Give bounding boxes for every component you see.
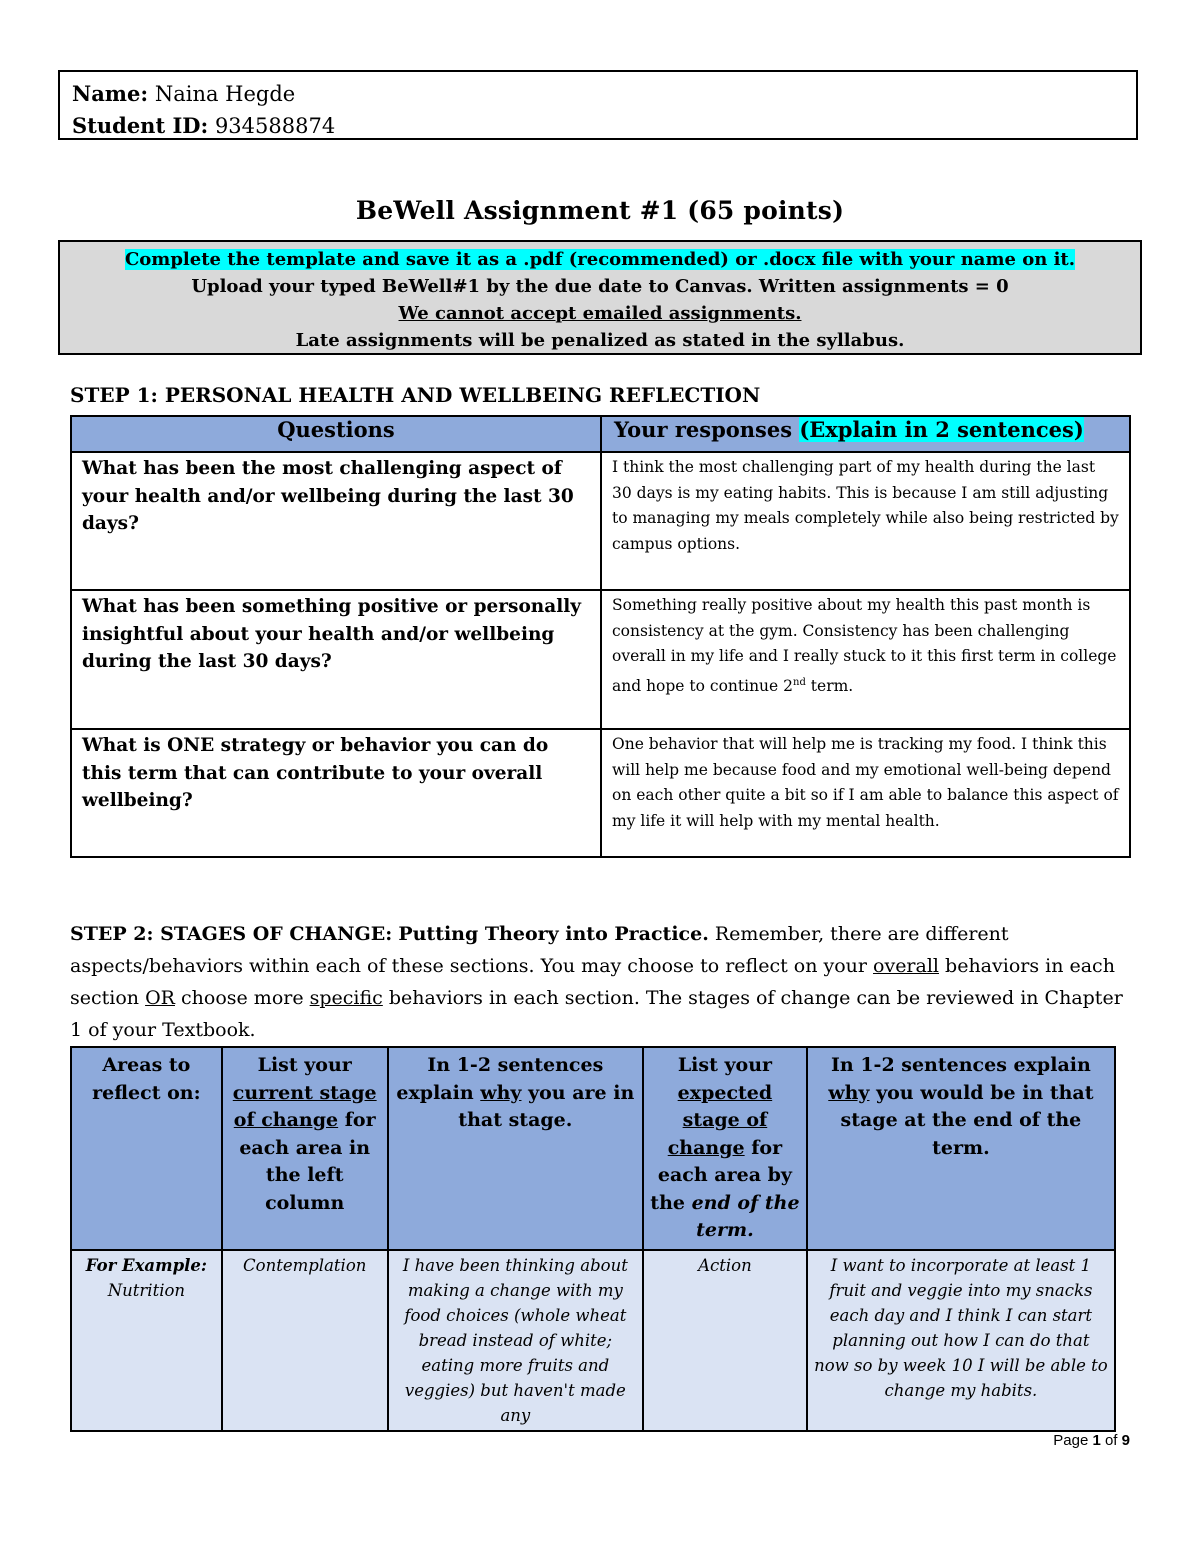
stages-of-change-table (70, 1046, 1116, 1432)
question-cell: What is ONE strategy or behavior you can do this term that can contribute to your overall wellbeing? (71, 729, 601, 857)
table-row (71, 729, 1130, 857)
instruction-line-3: We cannot accept emailed assignments. (398, 303, 802, 324)
example-why-expected: I want to incorporate at least 1 fruit and veggie into my snacks each day and I think I can start planning out how I can do that now so by week 10 I will be able to change my habits. (807, 1250, 1115, 1431)
table-row (71, 1250, 1115, 1431)
page-number: Page 1 of 9 (1053, 1432, 1130, 1449)
reflection-table (70, 415, 1131, 858)
example-expected-stage: Action (643, 1250, 807, 1431)
question-cell: What has been the most challenging aspect of your health and/or wellbeing during the last 30 days? (71, 452, 601, 590)
name-line (72, 78, 1124, 110)
student-id-line (72, 110, 1124, 142)
step2-intro: STEP 2: STAGES OF CHANGE: Putting Theory into Practice. Remember, there are different aspects/behaviors within each of these sections. You may choose to reflect on your overall behaviors in each section OR choose more specific behaviors in each section. The stages of change can be reviewed in Chapter 1 of your Textbook. (70, 923, 1123, 1041)
student-info-box (58, 70, 1138, 140)
instruction-line-4: Late assignments will be penalized as stated in the syllabus. (295, 330, 905, 351)
name-value: Naina Hegde (154, 82, 296, 106)
step2-heading: STEP 2: STAGES OF CHANGE: (70, 923, 393, 945)
step1-heading: STEP 1: PERSONAL HEALTH AND WELLBEING REFLECTION (70, 383, 761, 407)
table-row (71, 590, 1130, 729)
instructions-box (58, 240, 1142, 355)
example-area-cell: For Example: Nutrition (71, 1250, 222, 1431)
example-why-current: I have been thinking about making a change with my food choices (whole wheat bread instead of white; eating more fruits and veggies) but haven't made any (388, 1250, 643, 1431)
questions-header: Questions (71, 416, 601, 452)
instruction-line-2: Upload your typed BeWell#1 by the due date to Canvas. Written assignments = 0 (191, 276, 1009, 297)
areas-header: Areas to reflect on: (71, 1047, 222, 1250)
responses-header: Your responses (Explain in 2 sentences) (601, 416, 1130, 452)
student-id-label: Student ID: (72, 113, 209, 138)
example-current-stage: Contemplation (222, 1250, 388, 1431)
response-cell: One behavior that will help me is tracking my food. I think this will help me because food and my emotional well-being depend on each other quite a bit so if I am able to balance this aspect of my life it will help with my mental health. (601, 729, 1130, 857)
response-cell: I think the most challenging part of my health during the last 30 days is my eating habits. This is because I am still adjusting to managing my meals completely while also being restricted by campus options. (601, 452, 1130, 590)
reflection-table-header (71, 416, 1130, 452)
why-expected-header: In 1-2 sentences explain why you would be in that stage at the end of the term. (807, 1047, 1115, 1250)
expected-stage-header: List your expected stage of change for each area by the end of the term. (643, 1047, 807, 1250)
why-current-header: In 1-2 sentences explain why you are in that stage. (388, 1047, 643, 1250)
responses-hint: (Explain in 2 sentences) (799, 417, 1084, 442)
stages-table-header (71, 1047, 1115, 1250)
name-label: Name: (72, 81, 149, 106)
instruction-line-1: Complete the template and save it as a .pdf (recommended) or .docx file with your name on it. (124, 249, 1076, 270)
step2-subheading: Putting Theory into Practice. (398, 923, 709, 945)
current-stage-header: List your current stage of change for each area in the left column (222, 1047, 388, 1250)
question-cell: What has been something positive or personally insightful about your health and/or wellbeing during the last 30 days? (71, 590, 601, 729)
table-row (71, 452, 1130, 590)
response-cell: Something really positive about my health this past month is consistency at the gym. Consistency has been challenging overall in my life and I really stuck to it this first term in college and hope to continue 2nd term. (601, 590, 1130, 729)
page-title: BeWell Assignment #1 (65 points) (355, 196, 845, 225)
student-id-value: 934588874 (214, 114, 336, 138)
